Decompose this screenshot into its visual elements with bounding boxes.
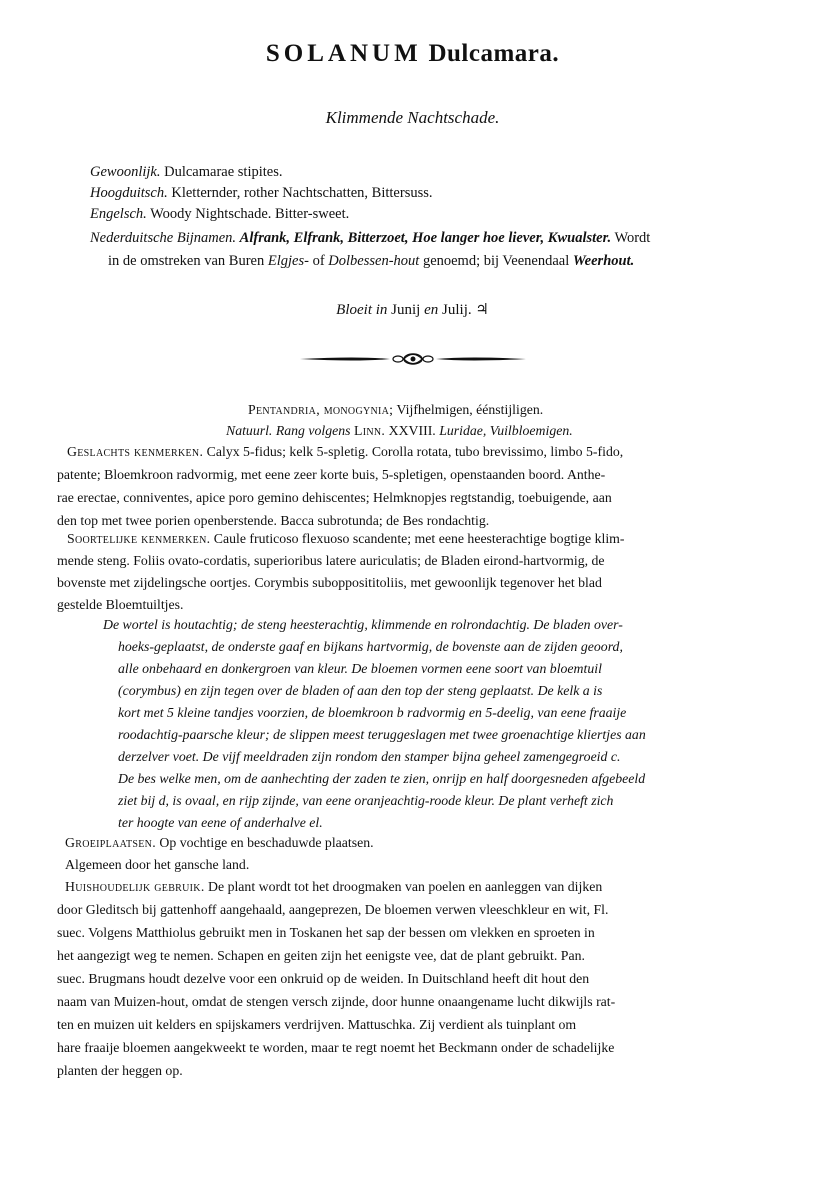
text-line: naam van Muizen-hout, omdat de stengen versch zijnde, door hunne onaangename lucht dikwijls rat- [57,994,616,1009]
text-run: Calyx 5-fidus; kelk 5-spletig. Corolla rotata, tubo brevissimo, limbo 5-fido, [206,444,624,459]
text-run: Junij [391,302,421,318]
synonym-continuation [108,253,634,270]
synonym-label: Gewoonlijk. [90,164,161,180]
synonym-label: Hoogduitsch. [90,185,168,201]
text-line [65,879,602,895]
text-run: Vijfhelmigen, éénstijligen. [396,402,544,417]
text-line: rae erectae, conniventes, apice poro gemino dehiscentes; Helmknopjes regtstandig, toebuigende, aan [57,490,612,505]
page-title [0,40,825,68]
text-run: Dolbessen-hout [328,253,420,269]
synonym-text: Kletternder, rother Nachtschatten, Bittersuss. [171,185,433,201]
text-run: in [375,302,388,318]
text-run: Luridae, Vuilbloemigen. [439,423,573,438]
section-label: Soortelijke kenmerken. [67,531,211,546]
classification-line [226,423,573,439]
title-species: Dulcamara. [428,40,560,67]
perennial-symbol: ♃ [475,302,489,318]
text-line [67,531,625,547]
text-line: hare fraaije bloemen aangekweekt te worden, maar te regt noemt het Beckmann onder de schadelijke [57,1040,615,1055]
ornamental-divider [298,348,528,370]
synonym-label: Engelsch. [90,206,147,222]
text-run: genoemd; bij Veenendaal [422,253,570,269]
description-line: De bes welke men, om de aanhechting der zaden te zien, onrijp en half doorgesneden afgebeeld [118,771,646,786]
title-genus: SOLANUM [265,40,422,67]
description-line: ziet bij d, is ovaal, en rijp zijnde, van eene oranjeachtig-roode kleur. De plant verheft zich [118,793,614,808]
page-subtitle: Klimmende Nachtschade. [325,108,500,127]
text-line: den top met twee porien openberstende. Bacca subrotunda; de Bes rondachtig. [57,513,490,528]
description-line: (corymbus) en zijn tegen over de bladen of aan den top der steng geplaatst. De kelk a is [118,683,603,698]
text-run: Bloeit [336,302,372,318]
synonym-label: Nederduitsche Bijnamen. [90,230,237,246]
description-line: roodachtig-paarsche kleur; de slippen meest teruggeslagen met twee groenachtige kliertjes aan [118,727,646,742]
text-line: ten en muizen uit kelders en spijskamers verdrijven. Mattuschka. Zij verdient als tuinplant om [57,1017,577,1032]
description-line: kort met 5 kleine tandjes voorzien, de bloemkroon b radvormig en 5-deelig, van eene fraaije [118,705,627,720]
text-line: het aangezigt weg te nemen. Schapen en geiten zijn het eenigste vee, dat de plant gebruikt. Pan. [57,948,585,963]
synonym-tail: Wordt [614,230,651,246]
description-line: hoeks-geplaatst, de onderste gaaf en bijkans hartvormig, de bovenste aan de zijden geoord, [118,639,623,654]
text-line [65,835,374,851]
flowering-line [0,300,825,319]
synonym-line [90,164,282,181]
text-line: suec. Brugmans houdt dezelve voor een onkruid op de weiden. In Duitschland heeft dit hout den [57,971,590,986]
text-line: bovenste met zijdelingsche oortjes. Corymbis subopposititoliis, met gewoonlijk tegenover het blad [57,575,602,590]
text-run: Caule fruticoso flexuoso scandente; met eene heesterachtige bogtige klim- [213,531,625,546]
text-line: door Gleditsch bij gattenhoff aangehaald, aangeprezen, De bloemen verwen vleeschkleur en wit, Fl. [57,902,609,917]
text-run: Op vochtige en beschaduwde plaatsen. [159,835,374,850]
synonym-line [90,230,650,247]
synonym-text: Woody Nightschade. Bitter-sweet. [150,206,350,222]
text-run: of [312,253,325,269]
text-line: suec. Volgens Matthiolus gebruikt men in Toskanen het sap der bessen om vlekken en sproeten in [57,925,595,940]
text-line: Algemeen door het gansche land. [65,857,250,872]
text-line: planten der heggen op. [57,1063,183,1078]
description-line: alle onbehaard en donkergroen van kleur. De bloemen vormen eene soort van bloemtuil [118,661,602,676]
synonym-line [90,185,433,202]
section-label: Groeiplaatsen. [65,835,156,850]
text-line: patente; Bloemkroon radvormig, met eene zeer korte buis, 5-spletigen, openstaanden boord. Anthe- [57,467,606,482]
synonym-line [90,206,349,223]
description-line: ter hoogte van eene of anderhalve el. [118,815,323,830]
text-run: De plant wordt tot het droogmaken van poelen en aanleggen van dijken [208,879,603,894]
section-label: Huishoudelijk gebruik. [65,879,205,894]
synonym-text: Dulcamarae stipites. [164,164,283,180]
text-run: Natuurl. Rang volgens [226,423,351,438]
text-run: XXVIII. [388,423,436,438]
classification-line [248,402,543,418]
text-line: mende steng. Foliis ovato-cordatis, superioribus latere auriculatis; de Bladen eirond-hartvormig, de [57,553,605,568]
description-line: derzelver voet. De vijf meeldraden zijn rondom den stamper bijna geheel zamengegroeid c. [118,749,621,764]
text-run: in de omstreken van Buren [108,253,265,269]
text-run: en [424,302,439,318]
text-run: Weerhout. [572,253,635,269]
text-run: Pentandria, monogynia; [248,402,394,417]
section-label: Geslachts kenmerken. [67,444,204,459]
description-line: De wortel is houtachtig; de steng heesterachtig, klimmende en rolrondachtig. De bladen over- [103,617,623,632]
text-run: Linn. [354,423,386,438]
text-run: Elgjes- [267,253,309,269]
text-run: Julij. [442,302,472,318]
text-line [67,444,623,460]
synonym-text: Alfrank, Elfrank, Bitterzoet, Hoe langer hoe liever, Kwualster. [239,230,612,246]
text-line: gestelde Bloemtuiltjes. [57,597,184,612]
